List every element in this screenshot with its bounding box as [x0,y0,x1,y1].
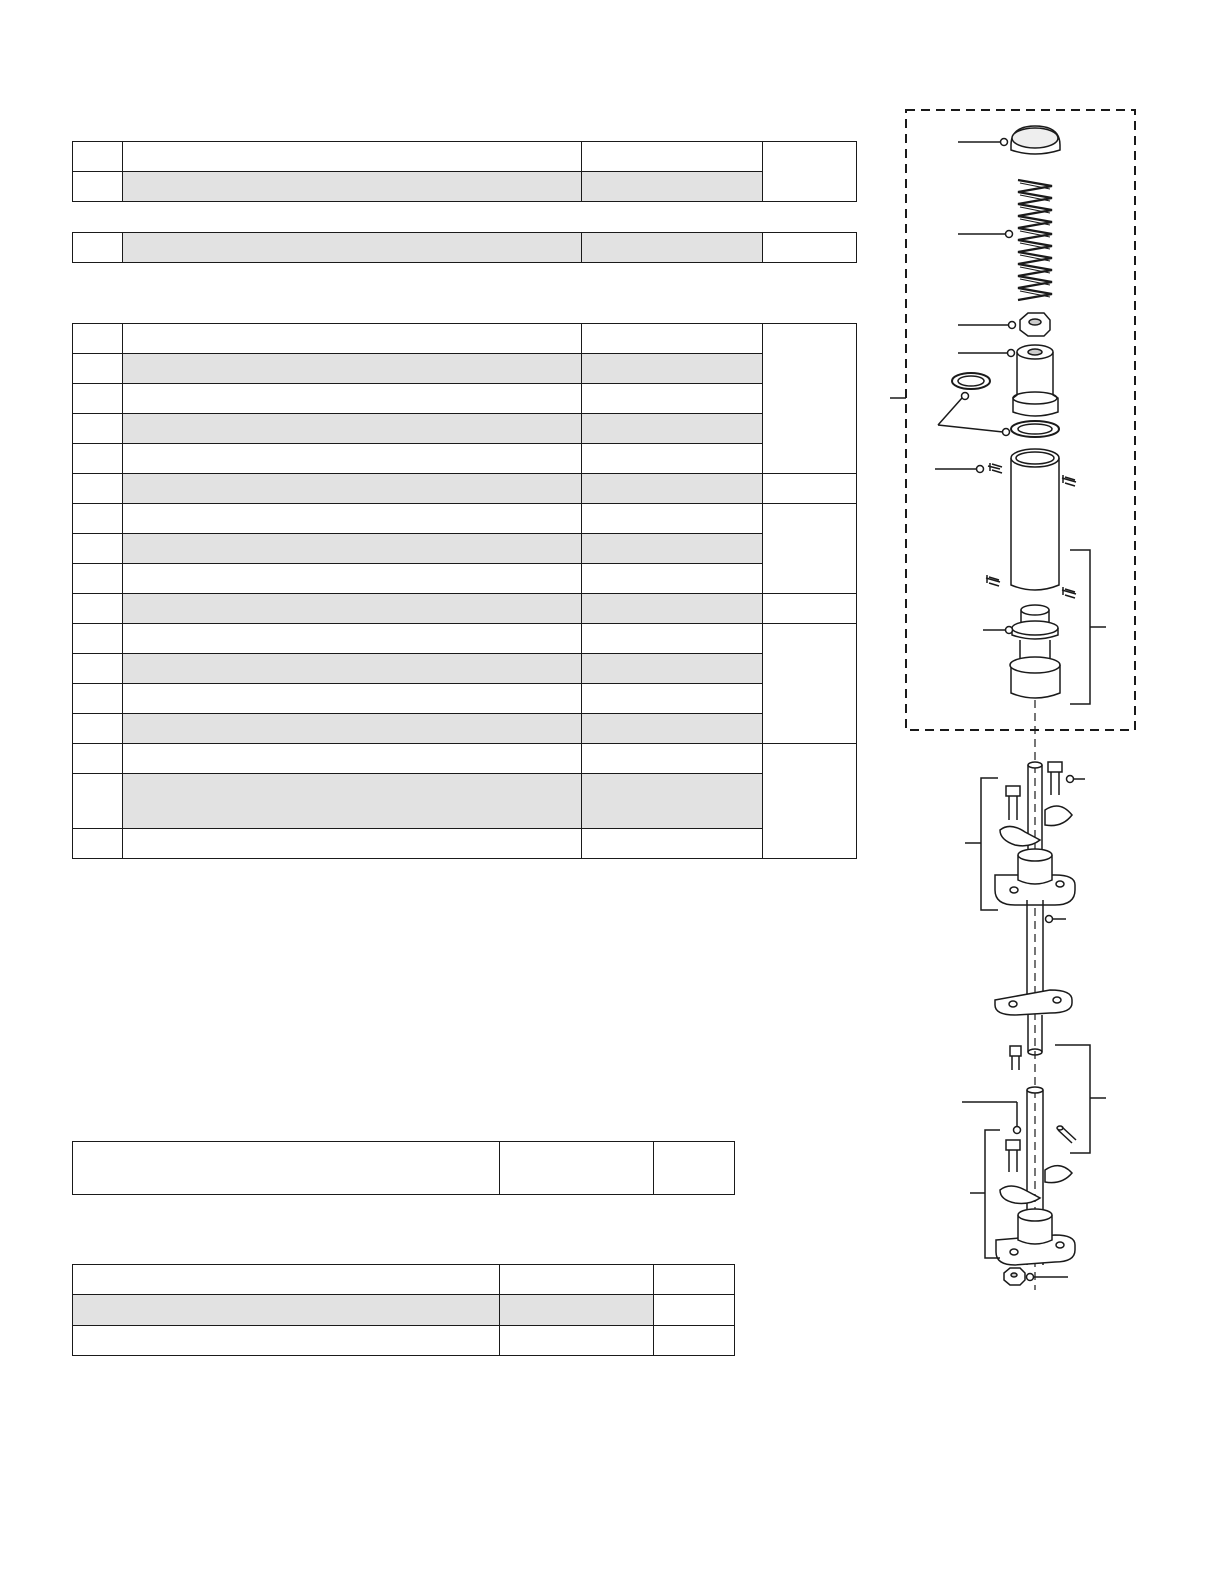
description-cell [73,1295,500,1326]
description-cell [123,594,582,624]
shaft-bracket [1055,1045,1106,1153]
table-row [73,564,857,594]
quantity-cell [763,504,857,594]
parts-table-5 [72,1264,735,1356]
upper-bushing-part [958,345,1058,416]
description-cell [123,714,582,744]
item-number-cell [73,324,123,354]
description-cell [123,444,582,474]
table-row [73,744,857,774]
item-number-cell [73,654,123,684]
table-row [73,233,857,263]
item-number-cell [73,744,123,774]
description-cell [123,474,582,504]
parts-table-4 [72,1141,735,1195]
part-number-cell [582,624,763,654]
part-number-cell [582,594,763,624]
upper-bracket-leader [965,778,998,910]
parts-table-1 [72,141,857,202]
table-row [73,504,857,534]
description-cell [123,654,582,684]
item-number-cell [73,172,123,202]
part-number-cell [500,1326,654,1356]
quantity-cell [763,744,857,859]
table-row [73,714,857,744]
lower-bracket-leader [970,1130,1000,1258]
item-number-cell [73,384,123,414]
quantity-cell [654,1295,735,1326]
item-number-cell [73,142,123,172]
part-number-cell [582,714,763,744]
part-number-cell [582,474,763,504]
description-cell [123,354,582,384]
table-row [73,172,857,202]
part-number-cell [582,564,763,594]
part-number-cell [582,444,763,474]
part-number-cell [582,172,763,202]
part-number-cell [582,654,763,684]
part-number-cell [582,354,763,384]
table-row [73,324,857,354]
table-row [73,774,857,829]
parts-table-2 [72,232,857,263]
part-number-cell [582,233,763,263]
table-row [73,414,857,444]
item-number-cell [73,714,123,744]
description-cell [123,744,582,774]
part-number-cell [582,414,763,444]
shaft-part [1027,900,1066,1000]
table-row [73,654,857,684]
hex-nut-part [958,313,1050,336]
table-row [73,1142,735,1195]
lower-bushing-part [983,605,1060,698]
description-cell [123,233,582,263]
part-number-cell [582,504,763,534]
item-number-cell [73,504,123,534]
description-cell [123,324,582,354]
description-cell [123,564,582,594]
description-cell [73,1326,500,1356]
cap-part [958,126,1060,154]
table-row [73,624,857,654]
spring-pin-part [962,1102,1076,1143]
table-row [73,384,857,414]
table-row [73,829,857,859]
quantity-cell [763,324,857,474]
item-number-cell [73,474,123,504]
description-cell [123,774,582,829]
description-cell [123,534,582,564]
item-number-cell [73,829,123,859]
bottom-nut-part [1004,1268,1068,1285]
quantity-cell [763,474,857,504]
quantity-cell [763,233,857,263]
item-number-cell [73,624,123,654]
table-row [73,354,857,384]
description-cell [73,1265,500,1295]
part-number-cell [500,1142,654,1195]
small-bolt-part [1010,1046,1021,1070]
quantity-cell [654,1326,735,1356]
table-row [73,1265,735,1295]
item-number-cell [73,354,123,384]
item-number-cell [73,684,123,714]
table-row [73,142,857,172]
item-number-cell [73,233,123,263]
part-number-cell [582,829,763,859]
part-number-cell [582,744,763,774]
description-cell [123,384,582,414]
description-cell [123,172,582,202]
description-cell [123,624,582,654]
table-row [73,444,857,474]
quantity-cell [654,1265,735,1295]
description-cell [123,504,582,534]
quantity-cell [763,142,857,202]
part-number-cell [582,684,763,714]
table-row [73,1295,735,1326]
spring-part [958,180,1052,300]
quantity-cell [763,624,857,744]
outer-tube-part [1011,449,1059,590]
item-number-cell [73,414,123,444]
part-number-cell [500,1295,654,1326]
parts-table-3 [72,323,857,859]
part-number-cell [582,384,763,414]
part-number-cell [582,142,763,172]
table-row [73,474,857,504]
item-number-cell [73,564,123,594]
description-cell [123,142,582,172]
item-number-cell [73,594,123,624]
description-cell [123,684,582,714]
table-row [73,594,857,624]
table-row [73,1326,735,1356]
quantity-cell [763,594,857,624]
assembly-bracket [1070,550,1106,704]
table-row [73,534,857,564]
description-cell [123,414,582,444]
item-number-cell [73,534,123,564]
description-cell [123,829,582,859]
part-number-cell [582,774,763,829]
table-row [73,684,857,714]
part-number-cell [582,324,763,354]
quantity-cell [654,1142,735,1195]
item-number-cell [73,774,123,829]
part-number-cell [500,1265,654,1295]
item-number-cell [73,444,123,474]
part-number-cell [582,534,763,564]
exploded-parts-diagram [880,100,1150,1300]
description-cell [73,1142,500,1195]
